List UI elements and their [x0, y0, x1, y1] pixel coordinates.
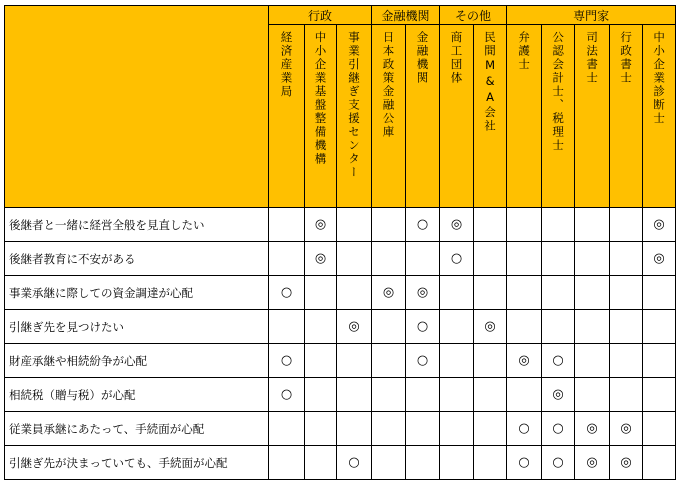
table-row [5, 344, 676, 378]
mark-cell [643, 344, 676, 378]
mark-cell [610, 344, 643, 378]
column-header [575, 25, 610, 208]
mark-cell [305, 378, 337, 412]
row-label: 後継者と一緒に経営全般を見直したい [5, 208, 269, 242]
mark-cell [269, 446, 305, 480]
mark-cell [406, 378, 440, 412]
mark-cell [507, 242, 542, 276]
mark-cell: ◎ [643, 242, 676, 276]
mark-cell: ◎ [406, 276, 440, 310]
group-header-gyosei: 行政 [269, 6, 372, 25]
mark-cell [372, 412, 406, 446]
mark-cell [372, 242, 406, 276]
mark-cell: ○ [406, 208, 440, 242]
mark-cell [406, 412, 440, 446]
mark-cell [507, 276, 542, 310]
mark-cell: ○ [507, 412, 542, 446]
mark-cell [610, 378, 643, 412]
mark-cell [305, 310, 337, 344]
column-label: 事業引継ぎ支援センター [347, 31, 362, 180]
row-label: 引継ぎ先を見つけたい [5, 310, 269, 344]
mark-cell [643, 378, 676, 412]
mark-cell: ◎ [474, 310, 507, 344]
mark-cell: ◎ [610, 446, 643, 480]
mark-cell [440, 310, 474, 344]
mark-cell [610, 276, 643, 310]
column-label: 行政書士 [619, 31, 634, 85]
column-label: 金融機関 [415, 31, 430, 85]
table-row [5, 208, 676, 242]
mark-cell [542, 242, 575, 276]
mark-cell: ○ [507, 446, 542, 480]
group-header-sonota: その他 [440, 6, 507, 25]
table-row [5, 446, 676, 480]
mark-cell [474, 412, 507, 446]
mark-cell [337, 344, 372, 378]
column-header [542, 25, 575, 208]
mark-cell [337, 276, 372, 310]
mark-cell [575, 344, 610, 378]
group-header-kinyu: 金融機関 [372, 6, 440, 25]
mark-cell [269, 310, 305, 344]
mark-cell [269, 412, 305, 446]
column-header [269, 25, 305, 208]
mark-cell [372, 208, 406, 242]
mark-cell [610, 208, 643, 242]
mark-cell [372, 344, 406, 378]
mark-cell [575, 276, 610, 310]
mark-cell [643, 310, 676, 344]
mark-cell [507, 310, 542, 344]
mark-cell [337, 412, 372, 446]
column-header [643, 25, 676, 208]
mark-cell: ◎ [643, 208, 676, 242]
mark-cell [440, 446, 474, 480]
mark-cell: ○ [542, 446, 575, 480]
mark-cell [440, 344, 474, 378]
mark-cell [406, 242, 440, 276]
mark-cell [542, 208, 575, 242]
mark-cell [575, 378, 610, 412]
header-corner-cell [5, 6, 269, 208]
column-header [372, 25, 406, 208]
mark-cell: ○ [406, 310, 440, 344]
mark-cell: ◎ [337, 310, 372, 344]
mark-cell [474, 446, 507, 480]
column-header [610, 25, 643, 208]
mark-cell: ○ [440, 242, 474, 276]
row-label: 相続税（贈与税）が心配 [5, 378, 269, 412]
mark-cell [440, 412, 474, 446]
mark-cell [542, 276, 575, 310]
row-label: 事業承継に際しての資金調達が心配 [5, 276, 269, 310]
mark-cell: ◎ [575, 446, 610, 480]
column-label: 経済産業局 [279, 31, 294, 99]
mark-cell: ◎ [507, 344, 542, 378]
row-label: 後継者教育に不安がある [5, 242, 269, 276]
mark-cell [643, 412, 676, 446]
mark-cell [440, 276, 474, 310]
mark-cell [507, 378, 542, 412]
mark-cell: ○ [269, 344, 305, 378]
mark-cell [372, 378, 406, 412]
column-label: 弁護士 [517, 31, 532, 72]
mark-cell [305, 446, 337, 480]
mark-cell [610, 242, 643, 276]
mark-cell [305, 344, 337, 378]
mark-cell: ○ [542, 412, 575, 446]
column-header [440, 25, 474, 208]
mark-cell [269, 242, 305, 276]
mark-cell [305, 276, 337, 310]
table-row [5, 412, 676, 446]
mark-cell: ○ [269, 378, 305, 412]
mark-cell [372, 310, 406, 344]
mark-cell [440, 378, 474, 412]
mark-cell: ○ [406, 344, 440, 378]
column-label: 司法書士 [585, 31, 600, 85]
mark-cell [337, 242, 372, 276]
column-label: 中小企業基盤整備機構 [313, 31, 328, 166]
mark-cell: ◎ [542, 378, 575, 412]
table-row [5, 276, 676, 310]
table-row [5, 378, 676, 412]
mark-cell [474, 344, 507, 378]
mark-cell: ◎ [372, 276, 406, 310]
group-header-senmonka: 専門家 [507, 6, 676, 25]
mark-cell [406, 446, 440, 480]
row-label: 従業員承継にあたって、手続面が心配 [5, 412, 269, 446]
table-row [5, 242, 676, 276]
mark-cell [474, 208, 507, 242]
column-header [507, 25, 542, 208]
mark-cell [575, 310, 610, 344]
mark-cell [575, 242, 610, 276]
mark-cell: ◎ [440, 208, 474, 242]
mark-cell [337, 378, 372, 412]
mark-cell: ○ [269, 276, 305, 310]
row-label: 財産承継や相続紛争が心配 [5, 344, 269, 378]
mark-cell [507, 208, 542, 242]
column-header [305, 25, 337, 208]
mark-cell [305, 412, 337, 446]
mark-cell: ◎ [305, 208, 337, 242]
column-header [406, 25, 440, 208]
mark-cell [269, 208, 305, 242]
row-label: 引継ぎ先が決まっていても、手続面が心配 [5, 446, 269, 480]
mark-cell: ◎ [575, 412, 610, 446]
mark-cell: ◎ [305, 242, 337, 276]
mark-cell [372, 446, 406, 480]
column-label: 公認会計士、税理士 [551, 31, 566, 153]
table-row [5, 310, 676, 344]
mark-cell [643, 276, 676, 310]
column-label: 商工団体 [449, 31, 464, 85]
column-label: 民間M&A会社 [483, 31, 498, 133]
mark-cell: ◎ [610, 412, 643, 446]
mark-cell [474, 276, 507, 310]
column-header [474, 25, 507, 208]
mark-cell [474, 378, 507, 412]
mark-cell [337, 208, 372, 242]
mark-cell: ○ [542, 344, 575, 378]
mark-cell [542, 310, 575, 344]
mark-cell [575, 208, 610, 242]
mark-cell: ○ [337, 446, 372, 480]
column-label: 日本政策金融公庫 [381, 31, 396, 139]
mark-cell [643, 446, 676, 480]
support-matrix-table [4, 5, 676, 480]
mark-cell [610, 310, 643, 344]
column-label: 中小企業診断士 [652, 31, 667, 126]
column-header [337, 25, 372, 208]
mark-cell [474, 242, 507, 276]
